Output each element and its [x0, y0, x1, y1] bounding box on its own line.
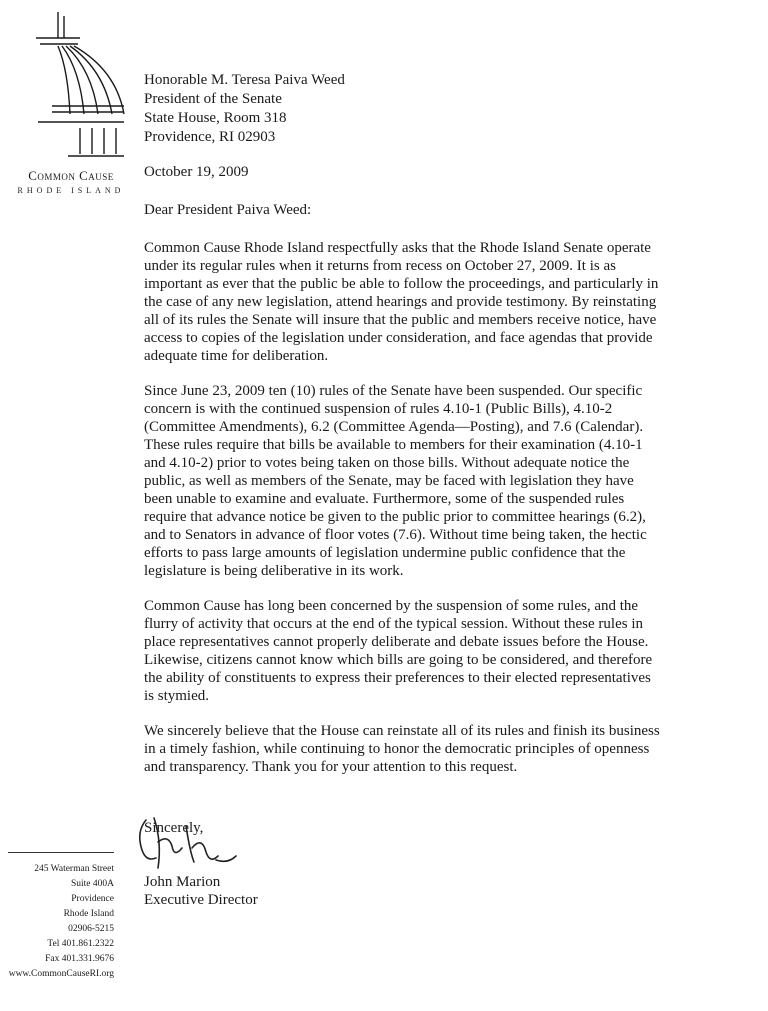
closing: Sincerely,	[144, 820, 204, 836]
footer-line: Rhode Island	[63, 909, 114, 919]
recipient-line: State House, Room 318	[144, 110, 287, 126]
org-name: Common Cause	[28, 168, 114, 183]
body-paragraph: Common Cause Rhode Island respectfully asks that the Rhode Island Senate operate under its regular rules when it returns from recess on October 27, 2009. It is as important as ever that the public be able to follow the proceedings, and particularly in the case of any new legislation, attend hearings and provide testimony. By reinstating all of its rules the Senate will insure that the public and members receive notice, have access to copies of the legislation under consideration, and face agendas that provide adequate time for deliberation.	[144, 240, 659, 364]
signer-name: John Marion	[144, 874, 221, 890]
body-paragraph: Common Cause has long been concerned by the suspension of some rules, and the flurry of activity that occurs at the end of the typical session. Without these rules in place representatives cannot properly deliberate and debate issues before the House. Likewise, citizens cannot know which bills are going to be considered, and therefore the ability of constituents to express their preferences to their elected representatives is stymied.	[144, 598, 653, 704]
footer-divider	[8, 852, 114, 853]
footer-line: 245 Waterman Street	[34, 864, 114, 874]
recipient-line: Providence, RI 02903	[144, 129, 276, 145]
org-subtitle: RHODE ISLAND	[17, 186, 125, 195]
body-paragraph: Since June 23, 2009 ten (10) rules of the Senate have been suspended. Our specific concern is with the continued suspension of rules 4.10-1 (Public Bills), 4.10-2 (Committee Amendments), 6.2 (Committee Agenda—Posting), and 7.6 (Calendar). These rules require that bills be available to members for their examination (4.10-1 and 4.10-2) prior to votes being taken on those bills. Without adequate notice the public, as well as members of the Senate, may be faced with legislation they have been unable to examine and evaluate. Furthermore, some of the suspended rules require that advance notice be given to the public prior to committee hearings (6.2), and to Senators in advance of floor votes (7.6). Without time being taken, the hectic efforts to pass large amounts of legislation undermine public confidence that the legislature is being deliberative in its work.	[144, 383, 647, 579]
salutation: Dear President Paiva Weed:	[144, 202, 312, 218]
letter-body	[144, 239, 664, 793]
recipient-line: President of the Senate	[144, 91, 282, 107]
footer-line: Fax 401.331.9676	[45, 954, 114, 964]
footer-line: Tel 401.861.2322	[47, 939, 114, 949]
footer-contact	[4, 862, 114, 982]
footer-line: Suite 400A	[70, 879, 114, 889]
recipient-line: Honorable M. Teresa Paiva Weed	[144, 72, 345, 88]
handwritten-signature	[132, 812, 242, 874]
body-paragraph: We sincerely believe that the House can reinstate all of its rules and finish its business in a timely fashion, while continuing to honor the democratic principles of openness and transparency. Thank you for your attention to this request.	[144, 723, 660, 775]
letter-date: October 19, 2009	[144, 164, 249, 180]
signer-title: Executive Director	[144, 892, 258, 908]
recipient-address	[144, 71, 345, 147]
footer-line: Providence	[71, 894, 114, 904]
footer-line: 02906-5215	[68, 924, 114, 934]
common-cause-logo	[28, 10, 128, 160]
footer-website: www.CommonCauseRI.org	[8, 969, 114, 979]
